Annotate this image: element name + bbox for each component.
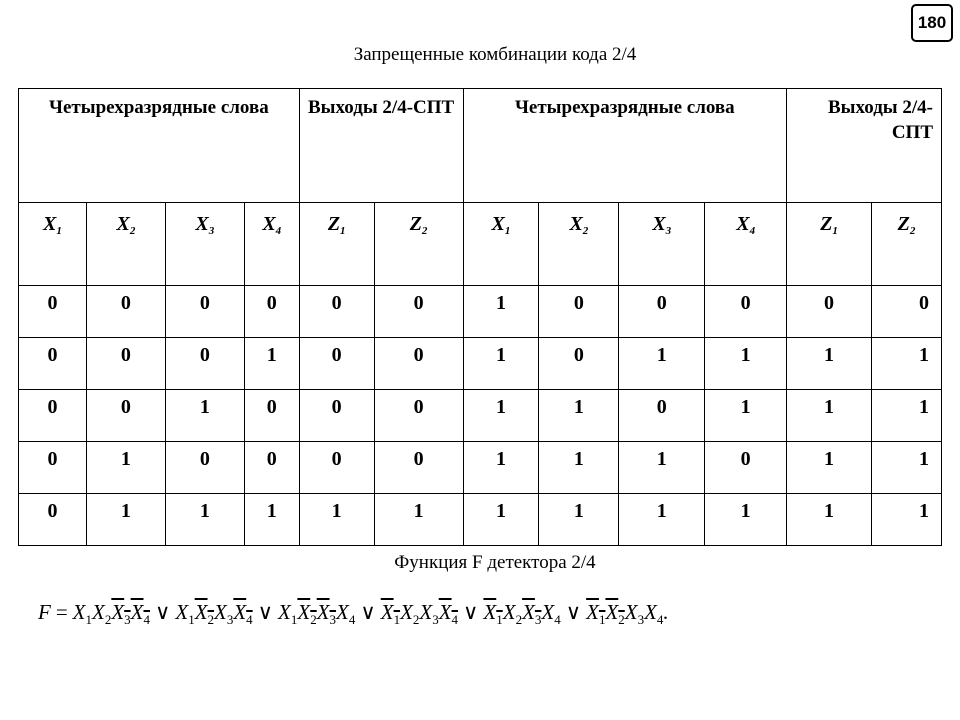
variable-letter: Z [409,213,422,235]
formula-term [175,600,253,627]
variable-letter: X [194,600,208,624]
variable-letter: X [502,600,516,624]
column-header [463,203,539,286]
page-number-badge: 180 [911,4,953,42]
formula-variable [400,600,420,627]
variable-letter: Z [327,213,341,235]
variable-index: 3 [432,612,439,627]
table-cell: 0 [19,390,87,442]
column-header [872,203,942,286]
table-cell: 0 [19,494,87,546]
table-cell: 1 [619,494,705,546]
table-cell: 1 [787,338,872,390]
formula-end: . [663,600,669,624]
group-header-outputs-2: Выходы 2/4-СПТ [787,89,942,203]
variable-letter: X [586,600,599,624]
table-cell: 1 [374,494,463,546]
variable-index: 2 [104,612,112,627]
table-cell: 1 [872,442,942,494]
variable-index: 3 [208,225,215,237]
function-caption: Функция F детектора 2/4 [394,552,596,573]
variable-letter: X [92,600,105,624]
table-cell: 1 [705,390,787,442]
variable-letter: X [491,213,505,235]
variable-letter: X [736,213,750,235]
table-cell: 1 [463,390,539,442]
variable-letter: X [278,600,291,624]
variable-index: 4 [554,612,561,627]
variable-letter: X [111,600,125,624]
table-cell: 1 [463,494,539,546]
variable-letter: X [72,600,86,624]
formula-equals: = [55,600,68,624]
table-cell: 1 [86,442,165,494]
variable-index: 2 [129,225,136,237]
variable-index: 3 [665,225,672,237]
formula-or: ∨ [565,600,582,624]
negated-variable [297,600,317,627]
table-cell: 0 [86,286,165,338]
formula-or: ∨ [360,600,376,624]
variable-index: 2 [582,225,589,237]
formula-or: ∨ [154,600,171,624]
detector-formula [38,600,669,628]
column-header [19,203,87,286]
formula-variable [624,600,645,627]
column-header [299,203,374,286]
variable-letter: X [195,213,209,235]
formula-term [72,600,150,627]
variable-index: 4 [143,612,150,627]
variable-index: 3 [226,612,234,627]
table-cell: 0 [619,390,705,442]
column-header [619,203,705,286]
variable-letter: X [483,600,497,624]
negated-variable [605,600,625,627]
variable-index: 4 [246,612,253,627]
table-cell: 1 [539,390,619,442]
forbidden-combinations-table [18,88,942,546]
variable-letter: X [541,600,555,624]
table-cell: 0 [374,286,463,338]
variable-index: 3 [534,612,542,627]
table-cell: 1 [539,442,619,494]
table-row [19,494,942,546]
table-row [19,338,942,390]
table-cell: 0 [244,442,299,494]
formula-variable [72,600,92,627]
column-header [244,203,299,286]
negated-variable [316,600,337,627]
table-row [19,390,942,442]
variable-letter: X [644,600,657,624]
variable-index: 4 [348,612,356,627]
table-cell: 0 [705,286,787,338]
negated-variable [111,600,131,627]
table-row [19,442,942,494]
table-cell: 0 [299,286,374,338]
formula-or: ∨ [257,600,274,624]
variable-letter: X [130,600,144,624]
variable-letter: X [316,600,330,624]
table-cell: 1 [872,494,942,546]
variable-index: 2 [412,612,420,627]
variable-index: 1 [598,612,606,627]
table-cell: 0 [244,286,299,338]
negated-variable [233,600,253,627]
variable-letter: X [438,600,452,624]
variable-index: 1 [496,612,503,627]
column-header [86,203,165,286]
table-cell: 1 [787,442,872,494]
table-cell: 1 [463,286,539,338]
table-cell: 0 [86,390,165,442]
variable-index: 1 [56,225,62,237]
table-cell: 1 [463,338,539,390]
variable-index: 1 [832,225,838,237]
variable-index: 2 [618,612,625,627]
formula-variable [419,600,439,627]
variable-letter: X [400,600,413,624]
variable-index: 3 [637,612,645,627]
table-cell: 0 [374,390,463,442]
column-header [539,203,619,286]
variable-letter: Z [897,213,910,235]
table-cell: 1 [705,338,787,390]
table-cell: 0 [872,286,942,338]
page-title: Запрещенные комбинации кода 2/4 [353,44,637,65]
group-header-row [19,89,942,203]
table-cell: 0 [619,286,705,338]
variable-letter: X [297,600,311,624]
table-cell: 1 [244,338,299,390]
negated-variable [380,600,401,627]
table-cell: 0 [374,442,463,494]
variable-index: 2 [421,225,428,237]
column-header [787,203,872,286]
table-cell: 1 [86,494,165,546]
negated-variable [438,600,459,627]
formula-variable [541,600,561,627]
table-cell: 0 [244,390,299,442]
variable-letter: X [569,213,583,235]
variable-letter: X [233,600,247,624]
table-cell: 0 [299,338,374,390]
table-cell: 1 [787,494,872,546]
variable-letter: X [116,213,130,235]
variable-index: 4 [275,225,282,237]
formula-variable [644,600,664,627]
variable-index: 2 [515,612,523,627]
table-cell: 0 [165,338,244,390]
negated-variable [586,600,606,627]
negated-variable [194,600,215,627]
variable-letter: X [336,600,349,624]
table-cell: 1 [165,494,244,546]
table-cell: 1 [787,390,872,442]
table-cell: 0 [787,286,872,338]
variable-letter: X [652,213,666,235]
formula-lhs: F [38,600,51,624]
variable-index: 3 [329,612,337,627]
column-header [705,203,787,286]
variable-letter: X [43,213,57,235]
table-cell: 0 [165,286,244,338]
formula-term [278,600,356,627]
variable-letter: X [262,213,276,235]
formula-term [380,600,459,627]
table-cell: 1 [705,494,787,546]
variable-header-row [19,203,942,286]
variable-letter: X [214,600,227,624]
table-cell: 1 [165,390,244,442]
variable-letter: X [605,600,619,624]
variable-index: 1 [504,225,511,237]
variable-letter: Z [820,213,833,235]
table-cell: 0 [299,442,374,494]
formula-variable [278,600,298,627]
formula-term [586,600,664,627]
variable-letter: X [522,600,535,624]
table-cell: 0 [539,286,619,338]
negated-variable [130,600,150,627]
variable-index: 1 [85,612,92,627]
table-cell: 1 [299,494,374,546]
formula-term [483,600,561,627]
table-body [19,286,942,546]
table-cell: 1 [872,338,942,390]
formula-variable [92,600,112,627]
variable-index: 2 [310,612,317,627]
variable-index: 4 [749,225,756,237]
group-header-words-1: Четырехразрядные слова [19,89,300,203]
table-cell: 0 [19,338,87,390]
table-row [19,286,942,338]
variable-index: 1 [290,612,298,627]
variable-index: 1 [188,612,195,627]
formula-variable [336,600,356,627]
variable-letter: X [380,600,394,624]
negated-variable [483,600,503,627]
variable-index: 4 [656,612,664,627]
table-cell: 1 [619,338,705,390]
table-cell: 0 [374,338,463,390]
table-cell: 0 [19,442,87,494]
variable-index: 2 [207,612,215,627]
table-cell: 0 [299,390,374,442]
variable-letter: X [175,600,189,624]
table-cell: 1 [244,494,299,546]
variable-index: 4 [451,612,459,627]
variable-index: 2 [909,225,916,237]
group-header-words-2: Четырехразрядные слова [463,89,787,203]
group-header-outputs-1: Выходы 2/4-СПТ [299,89,463,203]
table-cell: 0 [539,338,619,390]
formula-variable [502,600,523,627]
negated-variable [522,600,542,627]
column-header [165,203,244,286]
variable-letter: X [419,600,433,624]
formula-or: ∨ [463,600,479,624]
variable-index: 1 [340,225,346,237]
table-cell: 1 [872,390,942,442]
table-cell: 0 [705,442,787,494]
table-cell: 0 [165,442,244,494]
variable-index: 1 [393,612,401,627]
formula-variable [175,600,195,627]
formula-variable [214,600,234,627]
variable-index: 3 [124,612,131,627]
table-cell: 0 [19,286,87,338]
column-header [374,203,463,286]
table-cell: 1 [463,442,539,494]
table-cell: 0 [86,338,165,390]
variable-letter: X [624,600,638,624]
table-cell: 1 [619,442,705,494]
table-cell: 1 [539,494,619,546]
